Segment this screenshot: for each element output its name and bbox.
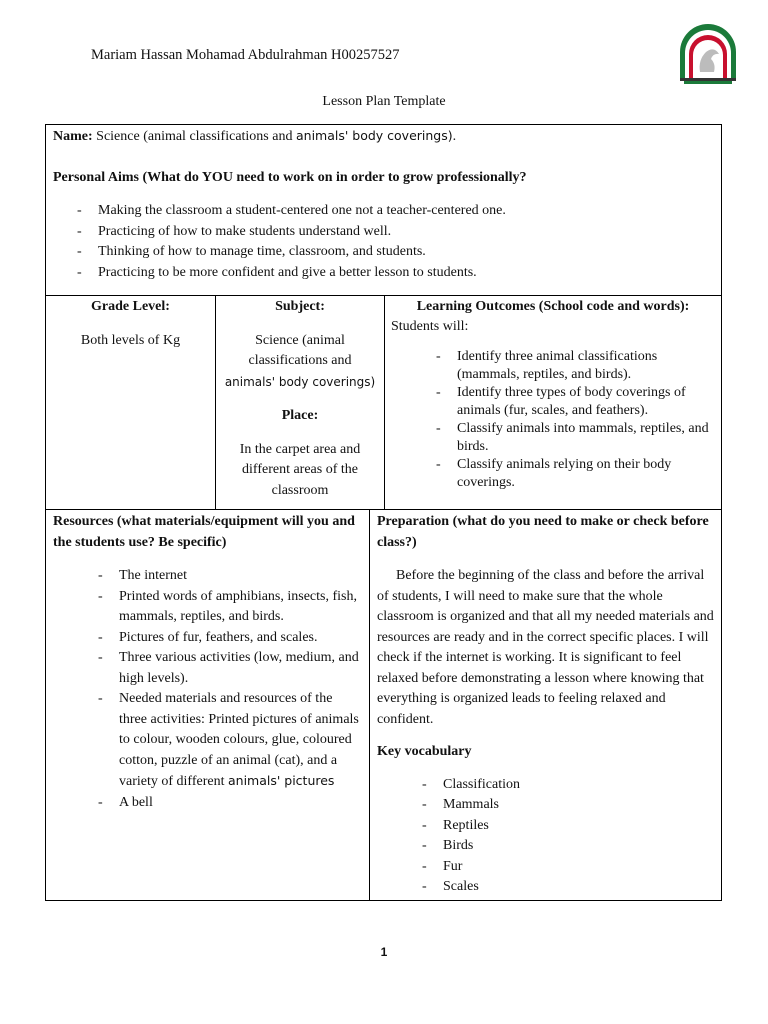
list-item [119,689,359,793]
subject-line: animals' body coverings) [224,374,376,389]
name-and-aims-section [45,124,722,296]
resources-list [53,566,359,813]
grade-subject-outcomes-section [45,295,722,510]
vocabulary-heading: Key vocabulary [377,744,472,759]
outcomes-list [391,348,715,492]
institution-logo [676,22,740,86]
list-item: - Mammals [443,795,715,816]
list-item-text-alt: animals' pictures [227,773,335,788]
subject-line: Science (animal [255,332,345,348]
list-item: - Three various activities (low, medium, and high levels). [119,648,359,689]
list-item: - Birds [443,836,715,857]
name-value-end: . [452,129,457,144]
preparation-text: Before the beginning of the class and before the arrival of students, I will need to make sure that the whole classroom is organized and that all my needed materials and resources are ready and in the correct specific places. I will check if the internet is working. It is significant to feel relaxed before demonstrating a lesson where knowing that everything is organized leads to feeling relaxed and confident. [377,568,714,727]
name-value-alt: animals' body coverings) [295,128,453,143]
list-item: - Practicing to be more confident and give a better lesson to students. [98,263,715,284]
grade-cell [46,296,215,509]
list-item: - Identify three types of body coverings of animals (fur, scales, and feathers). [457,384,715,420]
list-item: - Identify three animal classifications (mammals, reptiles, and birds). [457,348,715,384]
name-label: Name: [53,129,93,144]
personal-aims-list [53,201,715,283]
outcomes-heading: Learning Outcomes (School code and words): [416,299,690,314]
page-number: 1 [380,945,388,959]
list-item: - Practicing of how to make students understand well. [98,222,715,243]
resources-cell [46,510,369,900]
place-line: In the carpet area and [239,441,361,457]
list-item: - Reptiles [443,816,715,837]
place-heading: Place: [281,408,319,423]
name-value: Science (animal classifications and [96,129,296,144]
place-line: classroom [271,482,329,498]
grade-heading: Grade Level: [91,299,170,314]
list-item: - A bell [119,793,359,814]
list-item: - Classify animals relying on their body coverings. [457,456,715,492]
resources-heading: Resources (what materials/equipment will you and the students use? Be specific) [53,514,355,550]
list-item: - Scales [443,877,715,898]
list-item: - Making the classroom a student-centered one not a teacher-centered one. [98,201,715,222]
name-row [53,126,715,148]
list-item: - Printed words of amphibians, insects, fish, mammals, reptiles, and birds. [119,587,359,628]
list-item: - The internet [119,566,359,587]
list-item: - Classify animals into mammals, reptiles, and birds. [457,420,715,456]
subject-cell [216,296,384,509]
document-title: Lesson Plan Template [322,94,446,109]
outcomes-intro: Students will: [391,318,469,334]
preparation-cell [370,510,721,900]
personal-aims-heading: Personal Aims (What do YOU need to work on in order to grow professionally? [53,169,527,185]
list-item: - Classification [443,775,715,796]
grade-value: Both levels of Kg [80,332,181,348]
subject-line: classifications and [248,353,352,368]
outcomes-cell [385,296,721,509]
preparation-heading: Preparation (what do you need to make or check before class?) [377,514,709,550]
place-line: different areas of the [242,462,358,477]
resources-preparation-section [45,509,722,901]
subject-heading: Subject: [275,299,325,314]
list-item: - Fur [443,857,715,878]
author-line: Mariam Hassan Mohamad Abdulrahman H00257527 [91,47,400,63]
list-item: - Thinking of how to manage time, classroom, and students. [98,242,715,263]
vocabulary-list [377,775,715,898]
list-item: - Pictures of fur, feathers, and scales. [119,628,359,649]
list-item-text: Needed materials and resources of the three activities: Printed pictures of animals to colour, wooden colours, glue, coloured cotton, puzzle of an animal (cat), and a variety of different [119,691,359,789]
